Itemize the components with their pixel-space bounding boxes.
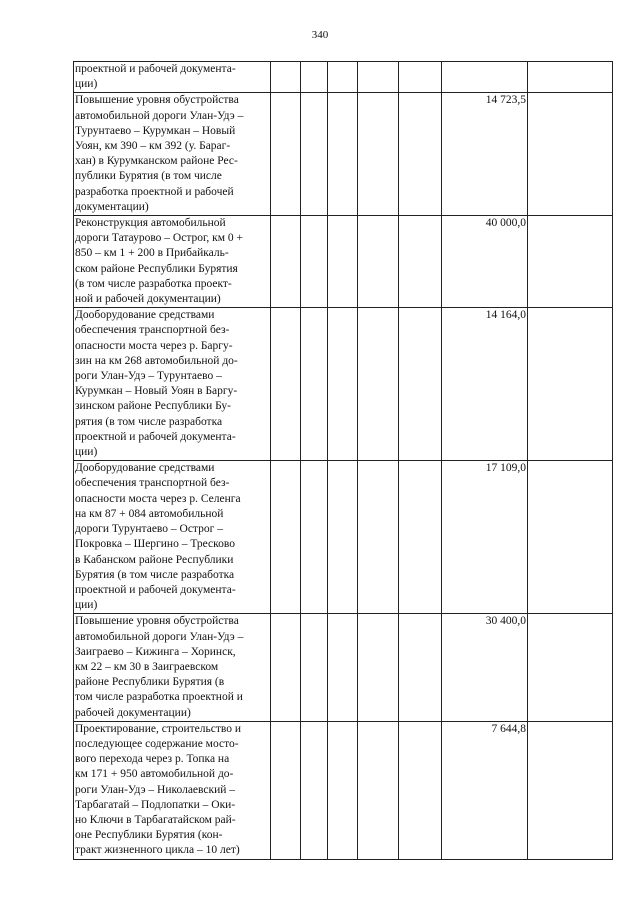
- empty-cell: [301, 614, 328, 721]
- empty-cell: [301, 308, 328, 461]
- empty-cell: [528, 93, 613, 216]
- table-row: [74, 308, 613, 461]
- empty-cell: [301, 216, 328, 308]
- empty-cell: [358, 93, 399, 216]
- empty-cell: [328, 216, 358, 308]
- empty-cell: [328, 721, 358, 859]
- row-amount: 14 164,0: [442, 308, 528, 461]
- empty-cell: [358, 216, 399, 308]
- table-row: [74, 614, 613, 721]
- empty-cell: [399, 461, 442, 614]
- empty-cell: [271, 93, 301, 216]
- empty-cell: [399, 93, 442, 216]
- empty-cell: [271, 461, 301, 614]
- table-row: [74, 721, 613, 859]
- empty-cell: [528, 721, 613, 859]
- row-description: Реконструкция автомобильной дороги Татаурово – Острог, км 0 + 850 – км 1 + 200 в Прибайкаль- ском районе Республики Бурятия (в том числе разработка проект- ной и рабочей документации): [74, 216, 271, 308]
- empty-cell: [399, 216, 442, 308]
- empty-cell: [271, 614, 301, 721]
- empty-cell: [271, 721, 301, 859]
- empty-cell: [528, 614, 613, 721]
- row-amount: 14 723,5: [442, 93, 528, 216]
- row-description: Повышение уровня обустройства автомобильной дороги Улан-Удэ – Заиграево – Кижинга – Хоринск, км 22 – км 30 в Заиграевском районе Республики Бурятия (в том числе разработка проектной и рабочей документации): [74, 614, 271, 721]
- empty-cell: [358, 308, 399, 461]
- empty-cell: [328, 461, 358, 614]
- table-row: [74, 93, 613, 216]
- row-description: Проектирование, строительство и последующее содержание мосто- вого перехода через р. Топка на км 171 + 950 автомобильной до- роги Улан-Удэ – Николаевский – Тарбагатай – Подлопатки – Оки- но Ключи в Тарбагатайском рай- оне Республики Бурятия (кон- тракт жизненного цикла – 10 лет): [74, 721, 271, 859]
- empty-cell: [528, 62, 613, 93]
- table-row: [74, 461, 613, 614]
- empty-cell: [399, 614, 442, 721]
- empty-cell: [328, 93, 358, 216]
- row-amount: 7 644,8: [442, 721, 528, 859]
- row-amount: 30 400,0: [442, 614, 528, 721]
- row-amount: [442, 62, 528, 93]
- empty-cell: [301, 721, 328, 859]
- table-row: [74, 216, 613, 308]
- empty-cell: [271, 216, 301, 308]
- empty-cell: [358, 614, 399, 721]
- empty-cell: [301, 461, 328, 614]
- row-amount: 17 109,0: [442, 461, 528, 614]
- empty-cell: [271, 308, 301, 461]
- empty-cell: [528, 308, 613, 461]
- row-description: Дооборудование средствами обеспечения транспортной без- опасности моста через р. Селенга на км 87 + 084 автомобильной дороги Турунтаево – Острог – Покровка – Шергино – Тресково в Кабанском районе Республики Бурятия (в том числе разработка проектной и рабочей документа- ции): [74, 461, 271, 614]
- empty-cell: [528, 461, 613, 614]
- empty-cell: [399, 62, 442, 93]
- empty-cell: [328, 614, 358, 721]
- row-amount: 40 000,0: [442, 216, 528, 308]
- empty-cell: [358, 461, 399, 614]
- page-number: 340: [311, 29, 329, 41]
- empty-cell: [328, 62, 358, 93]
- empty-cell: [271, 62, 301, 93]
- empty-cell: [301, 93, 328, 216]
- row-description: Повышение уровня обустройства автомобильной дороги Улан-Удэ – Турунтаево – Курумкан – Новый Уоян, км 390 – км 392 (у. Бараг- хан) в Курумканском районе Рес- публики Бурятия (в том числе разработка проектной и рабочей документации): [74, 93, 271, 216]
- budget-table: [73, 61, 613, 860]
- empty-cell: [358, 721, 399, 859]
- empty-cell: [528, 216, 613, 308]
- row-description: Дооборудование средствами обеспечения транспортной без- опасности моста через р. Баргу- зин на км 268 автомобильной до- роги Улан-Удэ – Турунтаево – Курумкан – Новый Уоян в Баргу- зинском районе Республики Бу- рятия (в том числе разработка проектной и рабочей документа- ции): [74, 308, 271, 461]
- row-description: проектной и рабочей документа- ции): [74, 62, 271, 93]
- empty-cell: [328, 308, 358, 461]
- empty-cell: [399, 721, 442, 859]
- empty-cell: [358, 62, 399, 93]
- empty-cell: [301, 62, 328, 93]
- empty-cell: [399, 308, 442, 461]
- table-row: [74, 62, 613, 93]
